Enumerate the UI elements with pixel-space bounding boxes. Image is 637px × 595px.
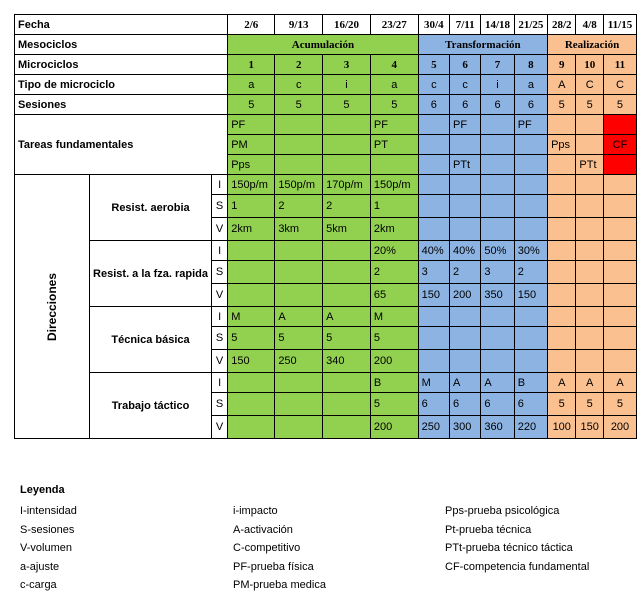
direction-cell: 100	[548, 416, 576, 439]
direction-cell	[481, 307, 514, 327]
direction-cell: 340	[323, 350, 371, 373]
tarea-cell	[548, 115, 576, 135]
direction-cell: 200	[370, 416, 418, 439]
direction-cell	[603, 218, 636, 241]
direction-cell	[481, 175, 514, 195]
direction-cell	[275, 393, 323, 416]
row-label: Mesociclos	[15, 35, 228, 55]
direction-cell: 5	[323, 327, 371, 350]
direction-cell	[481, 195, 514, 218]
tarea-cell	[576, 115, 604, 135]
direction-cell	[576, 284, 604, 307]
direction-cell: 2	[514, 261, 547, 284]
header-cell: 6	[450, 55, 481, 75]
header-cell: i	[323, 75, 371, 95]
direction-cell: M	[228, 307, 275, 327]
direction-cell: 50%	[481, 241, 514, 261]
direction-cell	[450, 307, 481, 327]
direction-cell: 3	[418, 261, 449, 284]
direction-cell	[576, 327, 604, 350]
header-cell: 28/2	[548, 15, 576, 35]
direction-cell: 6	[418, 393, 449, 416]
direction-cell: M	[370, 307, 418, 327]
direction-cell	[323, 284, 371, 307]
legend-item: c-carga	[20, 579, 57, 592]
direction-cell: 6	[450, 393, 481, 416]
header-cell: 5	[275, 95, 323, 115]
legend-item: C-competitivo	[233, 542, 301, 555]
header-cell: 5	[418, 55, 449, 75]
direction-cell	[603, 284, 636, 307]
header-cell: 11	[603, 55, 636, 75]
direction-cell	[576, 261, 604, 284]
direction-cell	[481, 350, 514, 373]
direction-cell: M	[418, 373, 449, 393]
direction-cell	[514, 218, 547, 241]
tarea-cell	[323, 135, 371, 155]
direction-cell: 150	[418, 284, 449, 307]
tarea-cell	[481, 135, 514, 155]
tarea-cell	[514, 135, 547, 155]
direction-cell	[603, 327, 636, 350]
direction-cell	[514, 175, 547, 195]
header-cell: 5	[576, 95, 604, 115]
direction-cell	[450, 218, 481, 241]
direction-cell	[275, 373, 323, 393]
direction-cell: 5	[576, 393, 604, 416]
tarea-cell	[275, 115, 323, 135]
header-cell: i	[481, 75, 514, 95]
tarea-cell	[481, 155, 514, 175]
direction-cell	[450, 195, 481, 218]
tarea-cell: PF	[514, 115, 547, 135]
direction-cell: 350	[481, 284, 514, 307]
header-cell: 5	[228, 95, 275, 115]
isv-label: I	[211, 307, 227, 327]
isv-label: S	[211, 327, 227, 350]
direction-cell	[323, 393, 371, 416]
direction-cell	[514, 307, 547, 327]
direction-cell: 2	[323, 195, 371, 218]
direction-cell	[228, 416, 275, 439]
mesociclo-cell: Acumulación	[228, 35, 418, 55]
direction-cell	[418, 195, 449, 218]
legend-item: I-intensidad	[20, 505, 77, 517]
header-cell: 5	[548, 95, 576, 115]
header-cell: 6	[481, 95, 514, 115]
tarea-cell	[514, 155, 547, 175]
direction-cell	[514, 327, 547, 350]
direction-cell: 2km	[370, 218, 418, 241]
direction-cell	[548, 218, 576, 241]
tarea-cell	[275, 135, 323, 155]
direction-cell: 220	[514, 416, 547, 439]
direction-cell: B	[514, 373, 547, 393]
direction-cell: 250	[275, 350, 323, 373]
direction-cell: A	[323, 307, 371, 327]
direction-cell	[418, 175, 449, 195]
header-cell: C	[576, 75, 604, 95]
tarea-cell: PTt	[576, 155, 604, 175]
direction-cell: 360	[481, 416, 514, 439]
training-plan-table	[14, 14, 637, 439]
legend-item: PTt-prueba técnico táctica	[445, 542, 573, 555]
direction-cell	[450, 327, 481, 350]
direction-cell: 3km	[275, 218, 323, 241]
header-cell: 9/13	[275, 15, 323, 35]
direction-cell: 200	[370, 350, 418, 373]
direction-cell: 30%	[514, 241, 547, 261]
legend-item: i-impacto	[233, 505, 278, 517]
legend-item: PF-prueba física	[233, 560, 314, 573]
row-label: Sesiones	[15, 95, 228, 115]
header-cell: 6	[514, 95, 547, 115]
direction-name: Resist. a la fza. rapida	[90, 241, 212, 307]
direction-cell	[514, 350, 547, 373]
legend-item: V-volumen	[20, 542, 72, 555]
legend-item: PM-prueba medica	[233, 579, 326, 592]
tarea-cell	[603, 155, 636, 175]
direction-cell	[576, 241, 604, 261]
direction-cell	[548, 261, 576, 284]
tarea-cell	[548, 155, 576, 175]
row-label: Fecha	[15, 15, 228, 35]
direction-name: Técnica básica	[90, 307, 212, 373]
legend-item: S-sesiones	[20, 523, 75, 536]
direction-cell	[481, 218, 514, 241]
direction-cell	[603, 195, 636, 218]
direction-cell: A	[576, 373, 604, 393]
isv-label: I	[211, 373, 227, 393]
direction-cell	[548, 307, 576, 327]
isv-label: V	[211, 218, 227, 241]
direction-cell	[603, 175, 636, 195]
header-cell: 30/4	[418, 15, 449, 35]
tarea-cell: PM	[228, 135, 275, 155]
header-cell: 9	[548, 55, 576, 75]
direction-cell	[418, 327, 449, 350]
direction-cell: 65	[370, 284, 418, 307]
header-cell: 6	[418, 95, 449, 115]
row-label: Microciclos	[15, 55, 228, 75]
header-cell: 6	[450, 95, 481, 115]
direction-cell: 5	[603, 393, 636, 416]
direction-cell: A	[481, 373, 514, 393]
header-cell: 4	[370, 55, 418, 75]
legend	[20, 484, 620, 592]
direction-cell	[548, 195, 576, 218]
legend-title: Leyenda	[20, 484, 65, 496]
header-cell: 16/20	[323, 15, 371, 35]
direction-cell: 300	[450, 416, 481, 439]
direction-cell	[418, 350, 449, 373]
direction-name: Resist. aerobia	[90, 175, 212, 241]
header-cell: 5	[323, 95, 371, 115]
isv-label: V	[211, 284, 227, 307]
direction-cell: 150	[514, 284, 547, 307]
tarea-cell: Pps	[548, 135, 576, 155]
direction-cell: 5	[370, 327, 418, 350]
legend-item: a-ajuste	[20, 560, 60, 573]
direction-cell: 2km	[228, 218, 275, 241]
direction-cell	[548, 241, 576, 261]
header-cell: 4/8	[576, 15, 604, 35]
direction-cell: 6	[514, 393, 547, 416]
direction-cell	[323, 416, 371, 439]
direction-cell: 150p/m	[275, 175, 323, 195]
legend-item: CF-competencia fundamental	[445, 560, 590, 573]
direction-cell: 250	[418, 416, 449, 439]
direction-cell	[576, 350, 604, 373]
header-cell: a	[514, 75, 547, 95]
direction-cell: A	[548, 373, 576, 393]
direction-cell: 150p/m	[228, 175, 275, 195]
direction-cell	[576, 218, 604, 241]
direction-cell	[603, 350, 636, 373]
tarea-cell: PF	[228, 115, 275, 135]
direction-cell	[418, 307, 449, 327]
tarea-cell	[370, 155, 418, 175]
mesociclo-cell: Realización	[548, 35, 637, 55]
direction-cell	[275, 284, 323, 307]
tarea-cell	[323, 115, 371, 135]
direction-cell: 40%	[450, 241, 481, 261]
header-cell: 10	[576, 55, 604, 75]
tareas-label: Tareas fundamentales	[15, 115, 228, 175]
direction-cell	[481, 327, 514, 350]
direction-cell	[275, 241, 323, 261]
isv-label: S	[211, 261, 227, 284]
tarea-cell	[450, 135, 481, 155]
isv-label: S	[211, 195, 227, 218]
direction-cell	[275, 416, 323, 439]
direction-cell: 5km	[323, 218, 371, 241]
direction-cell	[228, 284, 275, 307]
direction-cell	[548, 327, 576, 350]
direction-cell: 5	[548, 393, 576, 416]
header-cell: 3	[323, 55, 371, 75]
direction-cell	[603, 307, 636, 327]
tarea-cell	[603, 115, 636, 135]
direction-cell: 150	[576, 416, 604, 439]
direction-cell: 5	[275, 327, 323, 350]
tarea-cell: PF	[450, 115, 481, 135]
direction-cell: 40%	[418, 241, 449, 261]
header-cell: C	[603, 75, 636, 95]
direction-cell	[603, 241, 636, 261]
direction-cell	[576, 307, 604, 327]
header-cell: 1	[228, 55, 275, 75]
direction-cell	[548, 350, 576, 373]
direction-name: Trabajo táctico	[90, 373, 212, 439]
tarea-cell	[323, 155, 371, 175]
direction-cell	[576, 195, 604, 218]
header-cell: 5	[603, 95, 636, 115]
tarea-cell	[275, 155, 323, 175]
direction-cell: 5	[370, 393, 418, 416]
header-cell: 2	[275, 55, 323, 75]
isv-label: I	[211, 241, 227, 261]
direction-cell: A	[275, 307, 323, 327]
tarea-cell	[418, 135, 449, 155]
tarea-cell: PT	[370, 135, 418, 155]
header-cell: c	[450, 75, 481, 95]
direction-cell	[450, 175, 481, 195]
direction-cell: A	[450, 373, 481, 393]
tarea-cell	[576, 135, 604, 155]
direction-cell: 1	[370, 195, 418, 218]
direction-cell: 6	[481, 393, 514, 416]
header-cell: 21/25	[514, 15, 547, 35]
direction-cell: B	[370, 373, 418, 393]
direction-cell	[576, 175, 604, 195]
mesociclo-cell: Transformación	[418, 35, 547, 55]
direction-cell: 200	[450, 284, 481, 307]
tarea-cell	[418, 115, 449, 135]
isv-label: S	[211, 393, 227, 416]
tarea-cell: PTt	[450, 155, 481, 175]
direction-cell: 1	[228, 195, 275, 218]
direction-cell: 2	[275, 195, 323, 218]
tarea-cell: CF	[603, 135, 636, 155]
direction-cell: 150p/m	[370, 175, 418, 195]
direction-cell	[548, 284, 576, 307]
isv-label: I	[211, 175, 227, 195]
header-cell: 2/6	[228, 15, 275, 35]
header-cell: a	[228, 75, 275, 95]
header-cell: 14/18	[481, 15, 514, 35]
direcciones-label	[15, 175, 90, 439]
header-cell: 7/11	[450, 15, 481, 35]
header-cell: A	[548, 75, 576, 95]
header-cell: a	[370, 75, 418, 95]
direction-cell	[323, 261, 371, 284]
direction-cell	[275, 261, 323, 284]
tarea-cell	[481, 115, 514, 135]
direction-cell	[228, 373, 275, 393]
direcciones-text: Direcciones	[45, 272, 60, 341]
direction-cell: 20%	[370, 241, 418, 261]
tarea-cell	[418, 155, 449, 175]
tarea-cell: PF	[370, 115, 418, 135]
legend-item: Pps-prueba psicológica	[445, 505, 560, 517]
legend-item: Pt-prueba técnica	[445, 523, 532, 536]
header-cell: 5	[370, 95, 418, 115]
direction-cell	[418, 218, 449, 241]
legend-item: A-activación	[233, 523, 293, 536]
direction-cell	[323, 373, 371, 393]
isv-label: V	[211, 350, 227, 373]
header-cell: 11/15	[603, 15, 636, 35]
direction-cell: 2	[370, 261, 418, 284]
direction-cell: A	[603, 373, 636, 393]
direction-cell	[514, 195, 547, 218]
header-cell: 23/27	[370, 15, 418, 35]
header-cell: 8	[514, 55, 547, 75]
header-cell: c	[418, 75, 449, 95]
direction-cell: 170p/m	[323, 175, 371, 195]
tarea-cell: Pps	[228, 155, 275, 175]
direction-cell: 2	[450, 261, 481, 284]
direction-cell: 200	[603, 416, 636, 439]
header-cell: c	[275, 75, 323, 95]
isv-label: V	[211, 416, 227, 439]
direction-cell: 150	[228, 350, 275, 373]
direction-cell	[323, 241, 371, 261]
direction-cell	[228, 241, 275, 261]
direction-cell: 5	[228, 327, 275, 350]
direction-cell	[603, 261, 636, 284]
direction-cell	[228, 261, 275, 284]
header-cell: 7	[481, 55, 514, 75]
direction-cell	[450, 350, 481, 373]
direction-cell: 3	[481, 261, 514, 284]
direction-cell	[228, 393, 275, 416]
row-label: Tipo de microciclo	[15, 75, 228, 95]
direction-cell	[548, 175, 576, 195]
